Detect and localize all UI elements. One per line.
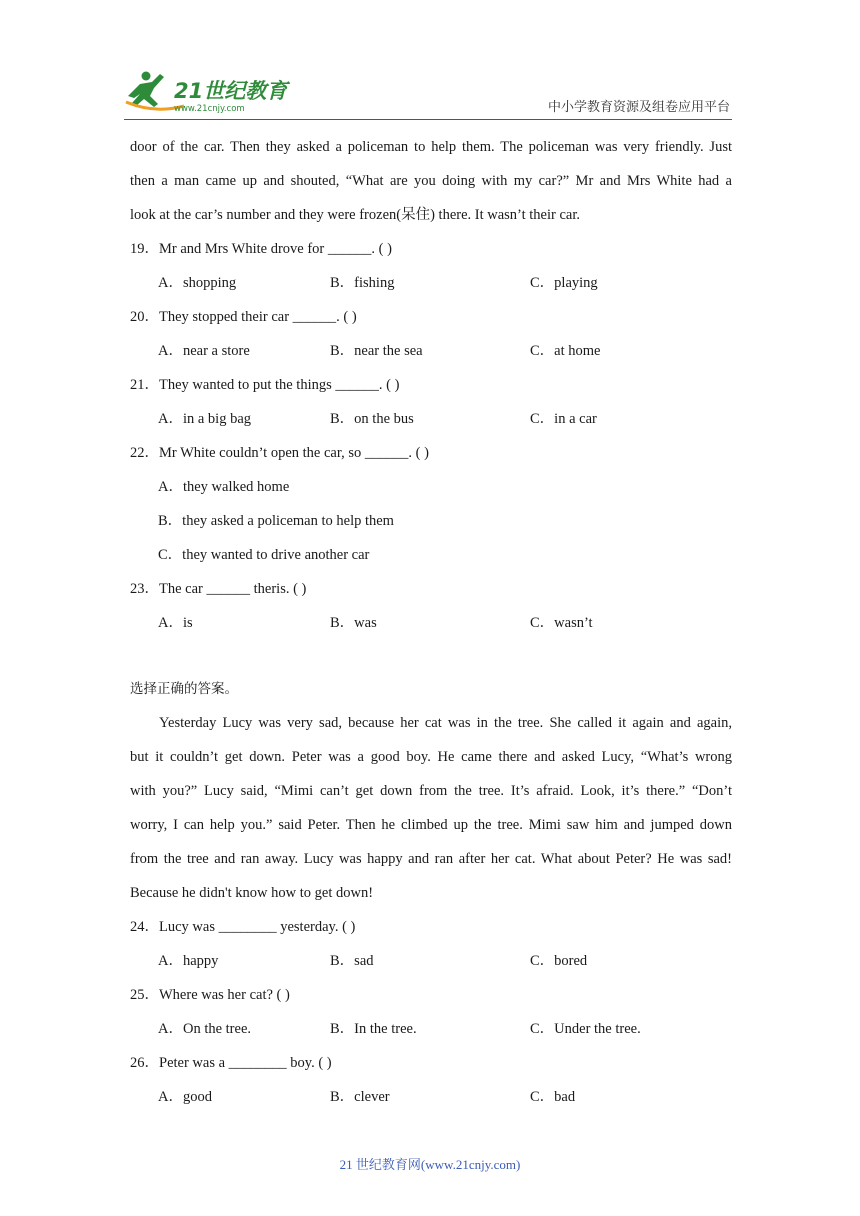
option-a: A．near a store (158, 343, 250, 359)
option-a: A．happy (158, 953, 219, 969)
question-stem: 26．Peter was a ________ boy. ( ) (130, 1055, 332, 1071)
option-c: C．wasn’t (530, 615, 593, 631)
option-a: A．On the tree. (158, 1021, 252, 1037)
option-a: A．they walked home (158, 479, 290, 495)
question-stem: 25．Where was her cat? ( ) (130, 987, 290, 1003)
page-footer: 21 世纪教育网(www.21cnjy.com) (339, 1157, 521, 1172)
question-stem: 24．Lucy was ________ yesterday. ( ) (130, 919, 356, 935)
option-b: B．fishing (330, 275, 395, 291)
question-20 (130, 300, 732, 368)
option-b: B．on the bus (330, 411, 414, 427)
question-23 (130, 572, 732, 640)
question-21 (130, 368, 732, 436)
option-c: C．at home (530, 343, 601, 359)
option-c: C．playing (530, 275, 598, 291)
option-a: A．in a big bag (158, 411, 252, 427)
logo-text: 21世纪教育 (174, 79, 288, 103)
passage-1-line: look at the car’s number and they were frozen(呆住) there. It wasn’t their car. (130, 207, 580, 223)
passage-1-line: door of the car. Then they asked a policeman to help them. The policeman was very friendly. Just (130, 139, 732, 155)
option-b: B．they asked a policeman to help them (158, 513, 394, 529)
passage-2-line: Because he didn't know how to get down! (130, 885, 374, 901)
logo-url: www.21cnjy.com (174, 104, 245, 114)
passage-2-line: worry, I can help you.” said Peter. Then he climbed up the tree. Mimi saw him and jumped down (130, 817, 732, 833)
passage-1 (130, 130, 732, 232)
option-b: B．clever (330, 1089, 390, 1105)
question-stem: 20．They stopped their car ______. ( ) (130, 309, 357, 325)
option-c: C．bad (530, 1089, 576, 1105)
question-stem: 21．They wanted to put the things ______. ( ) (130, 377, 400, 393)
option-b: B．was (330, 615, 377, 631)
question-19 (130, 232, 732, 300)
question-25 (130, 978, 732, 1046)
option-a: A．good (158, 1089, 212, 1105)
question-26 (130, 1046, 732, 1114)
runner-logo-icon (124, 70, 294, 114)
passage-2-line: with you?” Lucy said, “Mimi can’t get down from the tree. It’s afraid. Look, it’s there.” “Don’t (130, 783, 732, 799)
option-b: B．In the tree. (330, 1021, 417, 1037)
header-divider (124, 119, 732, 120)
passage-2-line: Yesterday Lucy was very sad, because her cat was in the tree. She called it again and again, (159, 715, 732, 731)
passage-2 (130, 706, 732, 910)
question-stem: 19．Mr and Mrs White drove for ______. ( ) (130, 241, 392, 257)
passage-1-line: then a man came up and shouted, “What are you doing with my car?” Mr and Mrs White had a (130, 173, 732, 189)
question-24 (130, 910, 732, 978)
passage-2-line: from the tree and ran away. Lucy was happy and ran after her cat. What about Peter? He was sad! (130, 851, 732, 867)
question-stem: 22．Mr White couldn’t open the car, so ______. ( ) (130, 445, 429, 461)
question-stem: 23．The car ______ theris. ( ) (130, 581, 307, 597)
option-c: C．they wanted to drive another car (158, 547, 370, 563)
document-body (130, 130, 732, 1114)
platform-name: 中小学教育资源及组卷应用平台 (547, 100, 730, 115)
option-c: C．bored (530, 953, 588, 969)
option-c: C．Under the tree. (530, 1021, 641, 1037)
option-a: A．shopping (158, 275, 237, 291)
option-b: B．near the sea (330, 343, 423, 359)
section-instruction: 选择正确的答案。 (130, 681, 238, 697)
option-b: B．sad (330, 953, 374, 969)
page-header (0, 0, 860, 125)
option-a: A．is (158, 615, 193, 631)
passage-2-line: but it couldn’t get down. Peter was a good boy. He came there and asked Lucy, “What’s wrong (130, 749, 732, 765)
logo (124, 70, 294, 114)
option-c: C．in a car (530, 411, 597, 427)
question-22 (130, 436, 732, 572)
